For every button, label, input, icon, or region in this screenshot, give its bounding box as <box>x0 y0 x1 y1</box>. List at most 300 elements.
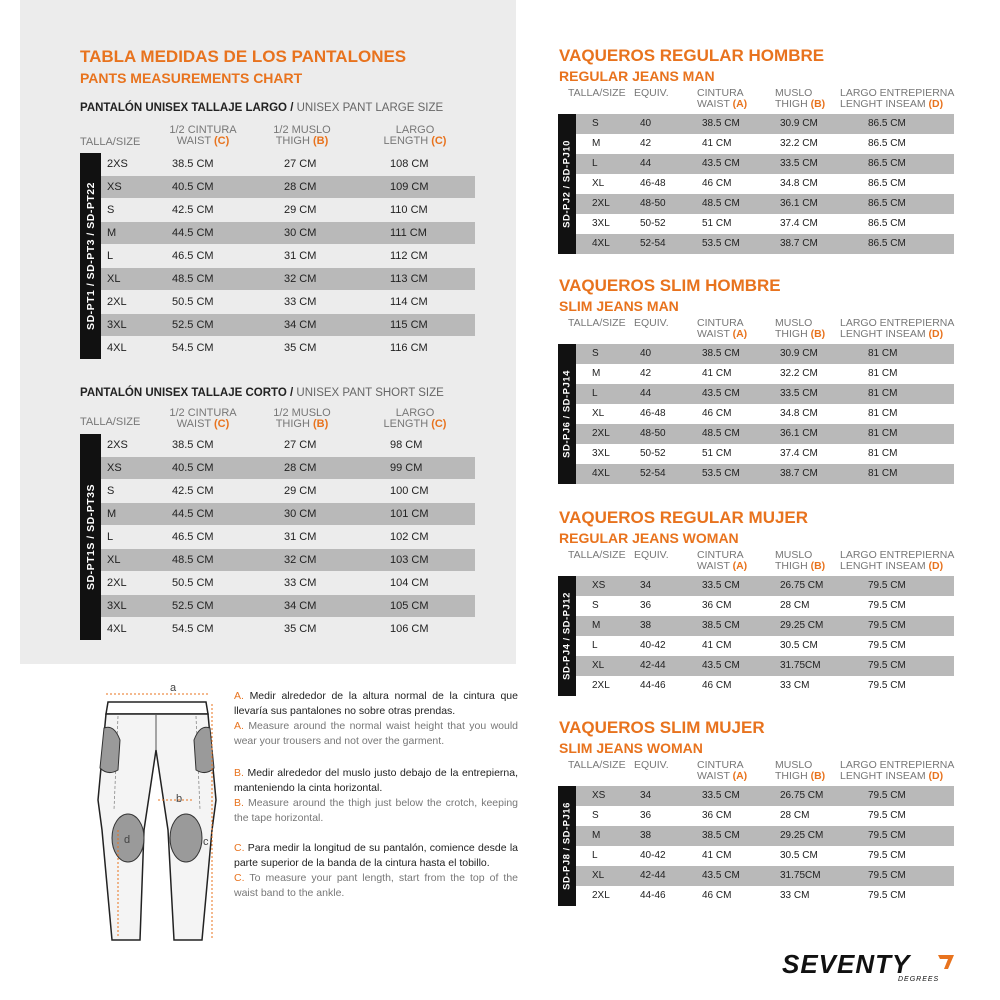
table-row <box>101 434 475 456</box>
col-thigh-text: THIGH <box>775 770 808 782</box>
table-cell: 50.5 CM <box>172 296 214 308</box>
table-cell: 30.5 CM <box>780 850 818 861</box>
col-equiv-line <box>634 760 669 771</box>
table-cell: 81 CM <box>868 468 898 479</box>
table-cell: 50.5 CM <box>172 577 214 589</box>
table-cell: 48-50 <box>640 428 666 439</box>
jeans-model-label <box>558 114 576 254</box>
col-waist <box>697 760 747 782</box>
table-row <box>101 153 475 175</box>
table-cell: 4XL <box>107 342 127 354</box>
seventy-degrees-logo <box>778 947 968 983</box>
col-waist-line <box>697 329 747 340</box>
jeans-table-title: VAQUEROS REGULAR MUJER <box>559 508 809 527</box>
col-equiv <box>634 550 669 561</box>
jeans-table-subtitle: REGULAR JEANS MAN <box>559 68 715 84</box>
table-cell: 43.5 CM <box>702 870 740 881</box>
col-waist-line <box>697 561 747 572</box>
table-cell: 2XL <box>592 428 610 439</box>
col-equiv <box>634 88 669 99</box>
table-cell: S <box>592 118 599 129</box>
table-cell: 40 <box>640 348 652 359</box>
table-cell: 79.5 CM <box>868 850 906 861</box>
table-cell: 2XL <box>592 680 610 691</box>
table-cell: 34 <box>640 790 652 801</box>
table-cell: 52.5 CM <box>172 319 214 331</box>
jeans-table-subtitle: REGULAR JEANS WOMAN <box>559 530 739 546</box>
col-thigh-text: (B) <box>810 770 826 782</box>
table-cell: 35 CM <box>284 623 317 635</box>
table-cell: 98 CM <box>390 439 423 451</box>
table-cell: 3XL <box>107 319 127 331</box>
table-row <box>576 424 954 444</box>
table-cell: 3XL <box>107 600 127 612</box>
table-cell: 4XL <box>107 623 127 635</box>
col-waist-text: (A) <box>732 770 748 782</box>
table-row <box>101 222 475 244</box>
table-cell: 38.5 CM <box>702 118 740 129</box>
table-row <box>576 676 954 696</box>
table-cell: 79.5 CM <box>868 600 906 611</box>
large-col-thigh: 1/2 MUSLO THIGH (B) <box>273 124 331 147</box>
table-cell: XL <box>592 870 605 881</box>
col-thigh-text: MUSLO <box>775 317 813 329</box>
table-row <box>576 576 954 596</box>
table-cell: 48.5 CM <box>702 198 740 209</box>
col-thigh-text: (B) <box>810 328 826 340</box>
col-waist-text: WAIST <box>697 98 730 110</box>
table-row <box>101 337 475 359</box>
table-cell: 42.5 CM <box>172 204 214 216</box>
table-cell: 112 CM <box>390 250 428 262</box>
table-cell: 79.5 CM <box>868 660 906 671</box>
table-row <box>576 154 954 174</box>
col-size-line <box>568 550 626 561</box>
table-cell: 29 CM <box>284 204 317 216</box>
table-cell: 3XL <box>592 218 610 229</box>
table-cell: 4XL <box>592 238 610 249</box>
col-inseam-text: LARGO ENTREPIERNA <box>840 87 955 99</box>
table-cell: 28 CM <box>284 462 317 474</box>
short-col-thigh: 1/2 MUSLO THIGH (B) <box>273 407 331 430</box>
table-cell: 86.5 CM <box>868 238 906 249</box>
table-cell: 102 CM <box>390 531 429 543</box>
table-cell: 109 CM <box>390 181 429 193</box>
col-inseam-text: (D) <box>928 770 944 782</box>
col-waist-text: (A) <box>732 98 748 110</box>
table-cell: 30.9 CM <box>780 118 818 129</box>
table-cell: 40-42 <box>640 640 666 651</box>
table-cell: 46-48 <box>640 178 666 189</box>
table-row <box>101 268 475 290</box>
table-cell: 33.5 CM <box>702 580 740 591</box>
table-cell: 44 <box>640 158 652 169</box>
jeans-model-label <box>558 344 576 484</box>
table-cell: 29.25 CM <box>780 830 824 841</box>
col-thigh-text: THIGH <box>775 98 808 110</box>
table-cell: 81 CM <box>868 388 898 399</box>
table-cell: S <box>107 204 115 216</box>
table-cell: L <box>592 158 598 169</box>
table-cell: 79.5 CM <box>868 640 906 651</box>
short-size-heading: PANTALÓN UNISEX TALLAJE CORTO / UNISEX PANT SHORT SIZE <box>80 387 444 399</box>
table-cell: 48.5 CM <box>172 273 214 285</box>
col-thigh-text: (B) <box>810 98 826 110</box>
table-cell: XS <box>107 181 122 193</box>
col-size-text: TALLA/SIZE <box>568 549 626 561</box>
col-waist-text: WAIST <box>697 560 730 572</box>
col-inseam-line <box>840 561 954 572</box>
jeans-model-label <box>558 576 576 696</box>
table-row <box>576 404 954 424</box>
table-cell: 2XL <box>107 296 127 308</box>
table-row <box>576 656 954 676</box>
col-equiv-text: EQUIV. <box>634 317 669 329</box>
table-row <box>576 384 954 404</box>
instruction-a: A. Medir alrededor de la altura normal de la cintura que llevaría sus pantalones no sobre otras prendas. A. Measure around the normal waist height that you would wear your trousers and not over the garment. <box>234 690 519 747</box>
table-cell: 36 <box>640 810 652 821</box>
table-cell: XL <box>592 408 605 419</box>
short-size-table <box>101 434 475 640</box>
table-cell: S <box>592 348 599 359</box>
table-row <box>576 214 954 234</box>
col-waist-text: CINTURA <box>697 549 744 561</box>
table-cell: 104 CM <box>390 577 429 589</box>
col-size <box>568 88 626 99</box>
table-row <box>101 176 475 198</box>
table-cell: 30.5 CM <box>780 640 818 651</box>
short-col-size: TALLA/SIZE <box>80 416 141 428</box>
table-cell: L <box>592 850 598 861</box>
table-cell: M <box>592 620 601 631</box>
table-cell: 81 CM <box>868 448 898 459</box>
jeans-model-label-text: SD-PJ8 / SD-PJ16 <box>561 802 573 890</box>
table-cell: 81 CM <box>868 368 898 379</box>
table-row <box>576 464 954 484</box>
col-thigh-text: MUSLO <box>775 87 813 99</box>
table-row <box>576 786 954 806</box>
col-size <box>568 550 626 561</box>
table-cell: 46.5 CM <box>172 250 214 262</box>
diagram-label-d: d <box>124 834 131 846</box>
col-thigh-text: THIGH <box>775 328 808 340</box>
table-cell: 42-44 <box>640 660 666 671</box>
col-inseam-text: LENGHT INSEAM <box>840 560 926 572</box>
table-cell: 86.5 CM <box>868 178 906 189</box>
table-cell: S <box>107 485 115 497</box>
table-row <box>101 503 475 525</box>
col-thigh <box>775 318 825 340</box>
col-thigh <box>775 550 825 572</box>
table-cell: 114 CM <box>390 296 428 308</box>
col-waist-text: (A) <box>732 328 748 340</box>
col-inseam-line <box>840 771 954 782</box>
table-cell: 2XL <box>592 890 610 901</box>
table-cell: 79.5 CM <box>868 810 906 821</box>
table-cell: 31.75CM <box>780 660 821 671</box>
table-cell: 41 CM <box>702 850 732 861</box>
table-row <box>576 636 954 656</box>
col-size-text: TALLA/SIZE <box>568 759 626 771</box>
col-thigh-text: MUSLO <box>775 549 813 561</box>
jeans-model-label-text: SD-PJ6 / SD-PJ14 <box>561 370 573 458</box>
col-inseam-text: LARGO ENTREPIERNA <box>840 549 955 561</box>
table-cell: 52-54 <box>640 468 666 479</box>
table-cell: 30.9 CM <box>780 348 818 359</box>
table-cell: 38.7 CM <box>780 238 818 249</box>
table-cell: L <box>107 531 114 543</box>
large-size-table <box>101 153 475 359</box>
large-col-size: TALLA/SIZE <box>80 136 141 148</box>
table-cell: 105 CM <box>390 600 429 612</box>
table-cell: 42.5 CM <box>172 485 214 497</box>
table-cell: XS <box>592 790 606 801</box>
col-inseam-text: LARGO ENTREPIERNA <box>840 317 955 329</box>
col-size <box>568 318 626 329</box>
col-equiv <box>634 318 669 329</box>
table-cell: 2XL <box>592 198 610 209</box>
col-waist <box>697 318 747 340</box>
table-cell: M <box>592 368 601 379</box>
table-cell: 79.5 CM <box>868 580 906 591</box>
instruction-c: C. Para medir la longitud de su pantalón, comience desde la parte superior de la banda de la cintura hasta el tobillo. C. To measure your pant length, start from the top of the waist band to the ankle. <box>234 842 519 899</box>
table-cell: 50-52 <box>640 218 666 229</box>
col-equiv <box>634 760 669 771</box>
table-cell: 48-50 <box>640 198 666 209</box>
col-size-line <box>568 760 626 771</box>
table-cell: 26.75 CM <box>780 790 824 801</box>
table-row <box>101 618 475 640</box>
col-equiv-line <box>634 550 669 561</box>
table-cell: 33.5 CM <box>780 158 818 169</box>
large-col-waist: 1/2 CINTURA WAIST (C) <box>169 124 237 147</box>
table-cell: 116 CM <box>390 342 428 354</box>
table-cell: 86.5 CM <box>868 198 906 209</box>
table-cell: 42 <box>640 138 652 149</box>
table-row <box>101 314 475 336</box>
table-cell: 32.2 CM <box>780 138 818 149</box>
table-cell: 36 CM <box>702 600 732 611</box>
chart-subtitle: PANTS MEASUREMENTS CHART <box>80 70 303 86</box>
table-cell: 33.5 CM <box>702 790 740 801</box>
col-inseam <box>840 88 954 110</box>
large-model-label: SD-PT1 / SD-PT3 / SD-PT22 <box>80 153 101 359</box>
table-cell: 32.2 CM <box>780 368 818 379</box>
table-cell: 100 CM <box>390 485 429 497</box>
table-cell: 28 CM <box>780 600 810 611</box>
col-size-text: TALLA/SIZE <box>568 87 626 99</box>
table-row <box>101 526 475 548</box>
col-inseam-line <box>840 99 954 110</box>
table-cell: XL <box>107 273 121 285</box>
col-inseam-text: LENGHT INSEAM <box>840 328 926 340</box>
col-waist-line <box>697 99 747 110</box>
table-row <box>576 174 954 194</box>
table-cell: 86.5 CM <box>868 218 906 229</box>
table-cell: 48.5 CM <box>172 554 214 566</box>
table-cell: 2XS <box>107 158 128 170</box>
table-cell: 81 CM <box>868 428 898 439</box>
col-inseam <box>840 760 954 782</box>
col-waist <box>697 550 747 572</box>
col-inseam <box>840 318 954 340</box>
table-cell: 41 CM <box>702 640 732 651</box>
table-cell: 111 CM <box>390 227 427 239</box>
table-cell: 101 CM <box>390 508 429 520</box>
table-cell: M <box>592 138 601 149</box>
table-cell: 2XS <box>107 439 128 451</box>
table-cell: 46 CM <box>702 890 732 901</box>
table-cell: 52-54 <box>640 238 666 249</box>
table-cell: 2XL <box>107 577 127 589</box>
table-cell: 53.5 CM <box>702 468 740 479</box>
col-equiv-line <box>634 318 669 329</box>
table-row <box>576 194 954 214</box>
jeans-table-subtitle: SLIM JEANS WOMAN <box>559 740 703 756</box>
table-cell: 41 CM <box>702 138 732 149</box>
pants-diagram <box>88 680 228 950</box>
col-equiv-text: EQUIV. <box>634 87 669 99</box>
table-cell: 42-44 <box>640 870 666 881</box>
table-cell: XL <box>592 660 605 671</box>
table-cell: 29 CM <box>284 485 317 497</box>
table-cell: 35 CM <box>284 342 317 354</box>
table-row <box>101 572 475 594</box>
col-equiv-text: EQUIV. <box>634 549 669 561</box>
table-row <box>101 457 475 479</box>
table-cell: 50-52 <box>640 448 666 459</box>
table-row <box>101 595 475 617</box>
table-cell: 44-46 <box>640 680 666 691</box>
table-cell: 51 CM <box>702 448 732 459</box>
col-equiv-text: EQUIV. <box>634 759 669 771</box>
table-cell: 46 CM <box>702 178 732 189</box>
table-cell: 79.5 CM <box>868 620 906 631</box>
large-col-length: LARGO LENGTH (C) <box>383 124 447 147</box>
col-thigh-text: THIGH <box>775 560 808 572</box>
table-cell: 46-48 <box>640 408 666 419</box>
table-cell: 43.5 CM <box>702 388 740 399</box>
diagram-label-c: c <box>203 836 209 848</box>
table-cell: 40.5 CM <box>172 181 214 193</box>
table-row <box>576 364 954 384</box>
col-inseam-text: LARGO ENTREPIERNA <box>840 759 955 771</box>
table-cell: 38.5 CM <box>702 620 740 631</box>
large-size-heading: PANTALÓN UNISEX TALLAJE LARGO / UNISEX PANT LARGE SIZE <box>80 102 444 114</box>
table-cell: 43.5 CM <box>702 660 740 671</box>
table-cell: 108 CM <box>390 158 429 170</box>
table-cell: 48.5 CM <box>702 428 740 439</box>
table-cell: 79.5 CM <box>868 830 906 841</box>
jeans-model-label-text: SD-PJ2 / SD-PJ10 <box>561 140 573 228</box>
table-cell: 34 CM <box>284 319 317 331</box>
col-size-text: TALLA/SIZE <box>568 317 626 329</box>
table-cell: 54.5 CM <box>172 623 214 635</box>
col-inseam-line <box>840 329 954 340</box>
col-thigh <box>775 88 825 110</box>
table-row <box>576 344 954 364</box>
col-inseam-text: LENGHT INSEAM <box>840 98 926 110</box>
col-inseam <box>840 550 954 572</box>
table-row <box>576 134 954 154</box>
table-cell: 38.5 CM <box>702 830 740 841</box>
table-cell: 26.75 CM <box>780 580 824 591</box>
table-row <box>101 480 475 502</box>
table-cell: 30 CM <box>284 508 317 520</box>
diagram-label-b: b <box>176 793 183 805</box>
table-cell: 31 CM <box>284 250 317 262</box>
table-cell: 27 CM <box>284 158 317 170</box>
table-cell: 30 CM <box>284 227 317 239</box>
table-cell: 31.75CM <box>780 870 821 881</box>
table-cell: XS <box>592 580 606 591</box>
table-cell: M <box>107 227 117 239</box>
short-col-length: LARGO LENGTH (C) <box>383 407 447 430</box>
table-cell: 46 CM <box>702 408 732 419</box>
jeans-table-title: VAQUEROS REGULAR HOMBRE <box>559 46 825 65</box>
table-cell: 34 CM <box>284 600 317 612</box>
table-cell: 33 CM <box>284 296 317 308</box>
table-cell: 44.5 CM <box>172 508 214 520</box>
diagram-label-a: a <box>170 682 177 694</box>
table-cell: XL <box>592 178 605 189</box>
table-cell: XL <box>107 554 121 566</box>
table-cell: 79.5 CM <box>868 870 906 881</box>
table-cell: 40 <box>640 118 652 129</box>
table-cell: 46.5 CM <box>172 531 214 543</box>
table-cell: L <box>107 250 114 262</box>
table-row <box>101 291 475 313</box>
col-equiv-line <box>634 88 669 99</box>
col-waist-text: WAIST <box>697 328 730 340</box>
table-row <box>576 826 954 846</box>
table-cell: 36.1 CM <box>780 198 818 209</box>
table-cell: 33 CM <box>284 577 317 589</box>
table-cell: 103 CM <box>390 554 429 566</box>
table-cell: 33 CM <box>780 680 810 691</box>
table-cell: 32 CM <box>284 273 317 285</box>
table-cell: 4XL <box>592 468 610 479</box>
table-cell: 36.1 CM <box>780 428 818 439</box>
col-inseam-text: (D) <box>928 328 944 340</box>
table-cell: L <box>592 388 598 399</box>
table-cell: 99 CM <box>390 462 423 474</box>
table-cell: 36 CM <box>702 810 732 821</box>
col-thigh-line <box>775 329 825 340</box>
table-cell: 33 CM <box>780 890 810 901</box>
table-cell: 34.8 CM <box>780 178 818 189</box>
table-cell: 42 <box>640 368 652 379</box>
table-cell: 115 CM <box>390 319 428 331</box>
table-cell: 41 CM <box>702 368 732 379</box>
table-row <box>576 596 954 616</box>
table-cell: 38 <box>640 830 652 841</box>
table-cell: 53.5 CM <box>702 238 740 249</box>
table-cell: 86.5 CM <box>868 158 906 169</box>
table-cell: 44 <box>640 388 652 399</box>
col-size-line <box>568 318 626 329</box>
table-cell: 43.5 CM <box>702 158 740 169</box>
table-cell: M <box>107 508 117 520</box>
col-waist-text: CINTURA <box>697 87 744 99</box>
logo-subtitle: DEGREES <box>898 976 940 983</box>
table-cell: 38.5 CM <box>172 158 214 170</box>
instruction-b: B. Medir alrededor del muslo justo debajo de la entrepierna, manteniendo la cinta horizontal. B. Measure around the thigh just below the crotch, keeping the tape horizontal. <box>234 767 519 824</box>
table-cell: 110 CM <box>390 204 428 216</box>
table-cell: 38.7 CM <box>780 468 818 479</box>
table-row <box>101 199 475 221</box>
table-cell: 81 CM <box>868 348 898 359</box>
